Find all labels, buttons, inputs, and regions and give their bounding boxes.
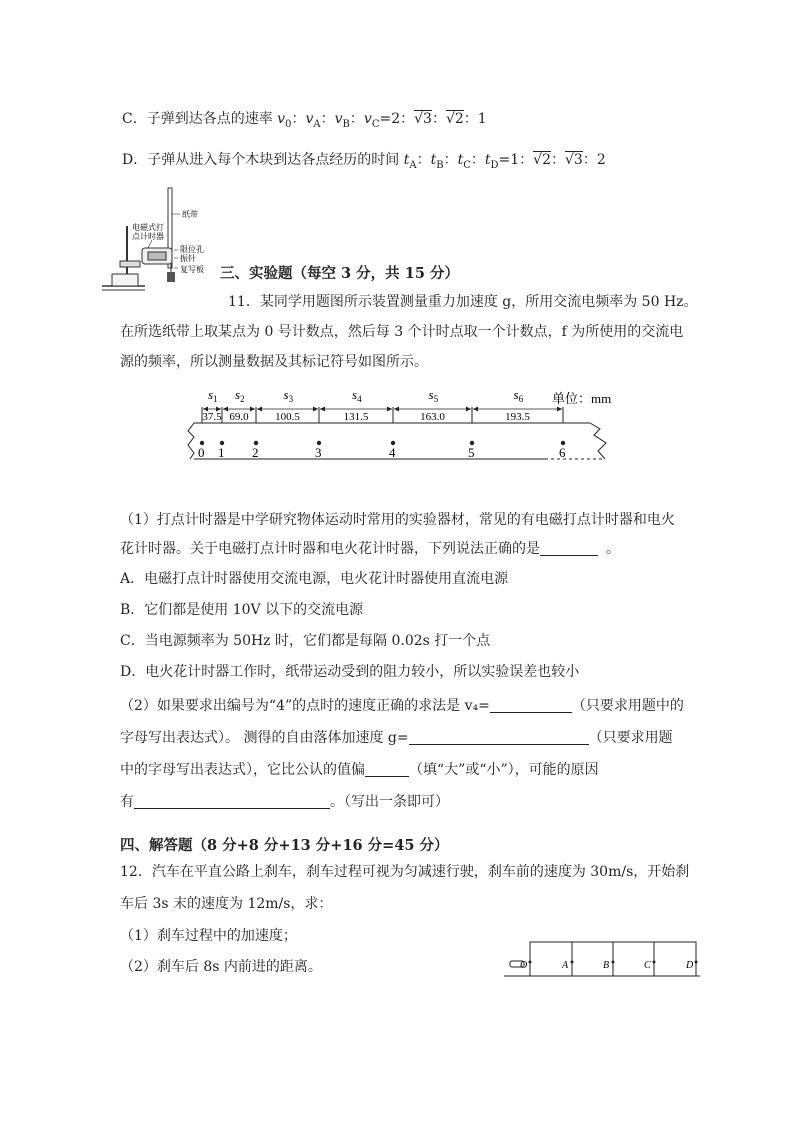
arrow-head xyxy=(466,407,471,412)
q11-line1: 11．某同学用题图所示装置测量重力加速度 g，所用交流电频率为 50 Hz。 xyxy=(228,294,698,310)
q12-part1: （1）刹车过程中的加速度； xyxy=(120,928,297,944)
option-d-top xyxy=(122,151,606,175)
segment-name: $s_5$ xyxy=(428,387,439,404)
timer-coil xyxy=(148,252,166,260)
label-needle: 振针 xyxy=(180,254,196,263)
tape-point-label: 1 xyxy=(218,445,225,460)
label-tape: 纸带 xyxy=(182,210,198,219)
option-c-top xyxy=(122,110,487,134)
q11-option-a: A．电磁打点计时器使用交流电源，电火花计时器使用直流电源 xyxy=(120,571,509,587)
tape-point-labels xyxy=(198,445,566,460)
label-carbon: 复写板 xyxy=(180,265,204,274)
q11-option-d: D．电火花计时器工作时，纸带运动受到的阻力较小，所以实验误差也较小 xyxy=(120,664,580,680)
arrow-head xyxy=(223,407,228,412)
label-timer-1: 电磁式打 xyxy=(132,223,164,232)
segment-value: 37.5 xyxy=(202,411,222,423)
tape-point-label: 2 xyxy=(252,445,259,460)
answer-blank-1[interactable] xyxy=(540,541,598,556)
q11-line3: 源的频率，所以测量数据及其标记符号如图所示。 xyxy=(120,354,428,370)
block-point xyxy=(695,961,698,964)
label-hole: 限位孔 xyxy=(180,245,204,254)
block-label: D xyxy=(686,960,694,971)
q12-line1: 12．汽车在平直公路上刹车，刹车过程可视为匀减速行驶，刹车前的速度为 30m/s，开始刹 xyxy=(120,864,690,880)
arrow-head xyxy=(257,407,262,412)
section3-heading: 三、实验题（每空 3 分，共 15 分） xyxy=(220,265,459,282)
arrow-head xyxy=(387,407,392,412)
tape-figure xyxy=(180,385,620,465)
tape-point-label: 6 xyxy=(559,445,566,460)
answer-blank-reason[interactable] xyxy=(134,794,330,809)
tape-point-label: 0 xyxy=(198,445,205,460)
tape-point-label: 3 xyxy=(315,445,322,460)
arrow-head xyxy=(557,407,562,412)
segment-name: $s_2$ xyxy=(235,387,245,404)
q11-p2-line4-b: 。（写出一条即可） xyxy=(330,794,449,810)
arrow-head xyxy=(313,407,318,412)
option-d-text: D．子弹从进入每个木块到达各点经历的时间 $t_A$：$t_B$：$t_C$：$t_D=1$：√2：√3：2 xyxy=(122,152,606,171)
tape-point-label: 5 xyxy=(468,445,475,460)
q11-p2-line2-a: 字母写出表达式）。 测得的自由落体加速度 g= xyxy=(120,730,409,746)
block-point xyxy=(529,961,532,964)
segment-name: $s_6$ xyxy=(513,387,524,404)
label-timer-2: 点计时器 xyxy=(132,232,164,241)
tape-point-label: 4 xyxy=(389,445,396,460)
arrow-head xyxy=(473,407,478,412)
q11-line2: 在所选纸带上取某点为 0 号计数点，然后每 3 个计时点取一个计数点，f 为所使用的交流电 xyxy=(120,324,684,340)
segment-name: $s_4$ xyxy=(352,387,362,404)
q12-line2: 车后 3s 末的速度为 12m/s，求： xyxy=(120,896,333,912)
q11-p1-line1: （1）打点计时器是中学研究物体运动时常用的实验器材，常见的有电磁打点计时器和电火 xyxy=(120,512,675,528)
block-label: B xyxy=(603,960,610,971)
answer-blank-v4[interactable] xyxy=(490,698,572,713)
leader-timer xyxy=(148,240,152,248)
stand-base xyxy=(112,274,138,286)
q11-p2-line2 xyxy=(120,729,673,747)
segment-value: 131.5 xyxy=(343,411,369,423)
block-label: O xyxy=(520,960,528,971)
q11-p2-line4-a: 有 xyxy=(120,794,134,810)
segment-value: 193.5 xyxy=(505,411,530,423)
answer-blank-g[interactable] xyxy=(409,730,589,745)
section4-heading: 四、解答题（8 分+8 分+13 分+16 分=45 分） xyxy=(120,837,449,854)
block-point xyxy=(612,961,615,964)
answer-blank-compare[interactable] xyxy=(365,762,409,777)
q11-p2-line1-a: （2）如果要求出编号为“4”的点时的速度正确的求法是 v₄= xyxy=(120,698,490,714)
apparatus-figure xyxy=(100,186,215,298)
clamp xyxy=(120,261,140,267)
segment-name: $s_3$ xyxy=(283,387,294,404)
q11-p1-line2-text: 花计时器。关于电磁打点计时器和电火花计时器，下列说法正确的是 xyxy=(120,541,540,557)
q11-p2-line1 xyxy=(120,697,684,715)
block-label: C xyxy=(644,960,651,971)
tape-unit: 单位：mm xyxy=(552,391,612,406)
weight xyxy=(167,272,175,282)
arrow-head xyxy=(320,407,325,412)
q11-p2-line3-a: 中的字母写出表达式），它比公认的值偏 xyxy=(120,762,365,778)
q11-option-b: B．它们都是使用 10V 以下的交流电源 xyxy=(120,602,364,618)
tape-right-tear xyxy=(590,423,606,459)
block-label: A xyxy=(562,960,569,971)
tape-left-tear xyxy=(188,423,194,459)
blocks-figure xyxy=(500,938,705,983)
q11-option-c: C．当电源频率为 50Hz 时，它们都是每隔 0.02s 打一个点 xyxy=(120,633,491,649)
segment-value: 100.5 xyxy=(275,411,300,423)
segment-value: 163.0 xyxy=(420,411,445,423)
option-c-text: C．子弹到达各点的速率 $v_0$：$v_A$：$v_B$：$v_C=2$：√3：√2：1 xyxy=(122,111,487,130)
segment-name: $s_1$ xyxy=(208,387,218,404)
arrow-head xyxy=(394,407,399,412)
block-point xyxy=(571,961,574,964)
q12-part2: （2）刹车后 8s 内前进的距离。 xyxy=(120,959,322,975)
q11-p1-line2-end: 。 xyxy=(606,541,620,557)
q11-p2-line3-b: （填“大”或“小”），可能的原因 xyxy=(409,762,599,778)
block-labels xyxy=(520,960,698,971)
block-point xyxy=(653,961,656,964)
arrow-head xyxy=(250,407,255,412)
q11-p1-line2 xyxy=(120,540,620,558)
q11-p2-line3 xyxy=(120,761,599,779)
q11-p2-line2-b: （只要求用题 xyxy=(588,730,673,746)
segment-value: 69.0 xyxy=(229,411,249,423)
q11-p2-line4 xyxy=(120,793,449,811)
q11-p2-line1-b: （只要求用题中的 xyxy=(571,698,684,714)
